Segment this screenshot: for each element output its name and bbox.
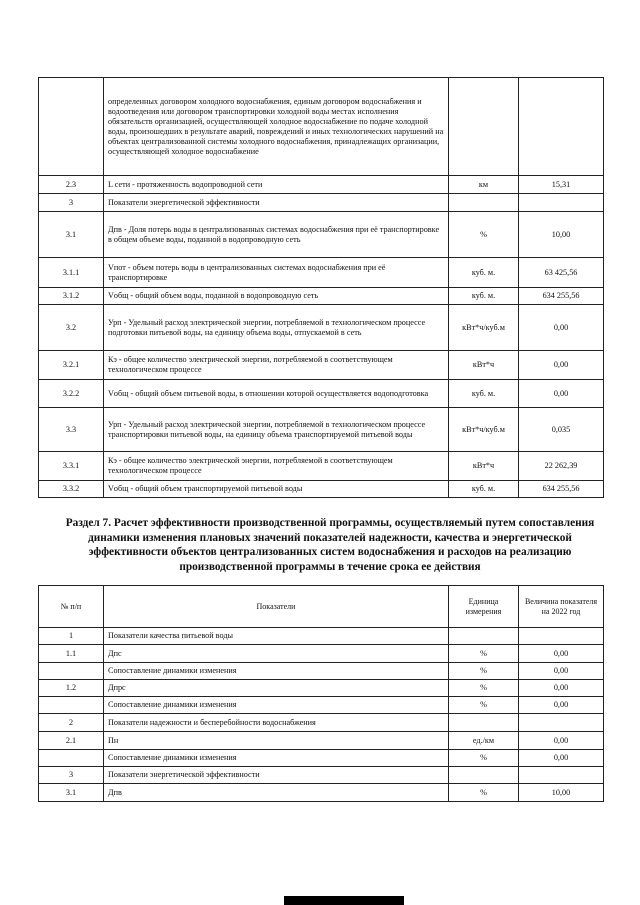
row-number: 2 bbox=[39, 714, 104, 732]
row-indicator: Показатели качества питьевой воды bbox=[104, 628, 449, 645]
row-indicator: определенных договором холодного водоснабжения, единым договором водоснабжения и водоотведения или договором транспортировки холодной воды местах исполнения обязательств организацией, осуществляющей холодное водоснабжение по подаче холодной воды, произошедших в результате аварий, повреждений и иных технологических нарушений на объектах централизованной системы холодного водоснабжения, принадлежащих организации, осуществляющей холодное водоснабжение bbox=[104, 78, 449, 176]
row-value: 0,00 bbox=[519, 645, 604, 663]
table-row bbox=[39, 408, 604, 452]
row-indicator: Кэ - общее количество электрической энергии, потребляемой в соответствующем технологическом процессе bbox=[104, 351, 449, 380]
table-row bbox=[39, 714, 604, 732]
table-row bbox=[39, 351, 604, 380]
row-indicator: Дпв bbox=[104, 784, 449, 802]
row-unit: % bbox=[449, 784, 519, 802]
table-row bbox=[39, 628, 604, 645]
header-unit: Единица измерения bbox=[449, 586, 519, 628]
row-number bbox=[39, 78, 104, 176]
row-number: 1.1 bbox=[39, 645, 104, 663]
row-unit: куб. м. bbox=[449, 481, 519, 498]
table-row bbox=[39, 176, 604, 194]
header-value: Величина показателя на 2022 год bbox=[519, 586, 604, 628]
row-indicator: Vобщ - общий объем воды, поданной в водопроводную сеть bbox=[104, 288, 449, 305]
row-number: 3.2.1 bbox=[39, 351, 104, 380]
row-unit: % bbox=[449, 663, 519, 680]
row-unit: куб. м. bbox=[449, 380, 519, 408]
row-number bbox=[39, 750, 104, 767]
row-value: 22 262,39 bbox=[519, 452, 604, 481]
table-row bbox=[39, 380, 604, 408]
row-value bbox=[519, 714, 604, 732]
row-value: 63 425,56 bbox=[519, 258, 604, 288]
row-number: 1 bbox=[39, 628, 104, 645]
row-number: 3 bbox=[39, 194, 104, 212]
row-value: 0,00 bbox=[519, 380, 604, 408]
row-value: 0,00 bbox=[519, 663, 604, 680]
row-unit: кВт*ч/куб.м bbox=[449, 408, 519, 452]
row-number: 3.2.2 bbox=[39, 380, 104, 408]
row-unit: куб. м. bbox=[449, 258, 519, 288]
row-unit bbox=[449, 628, 519, 645]
row-indicator: Vпот - объем потерь воды в централизованных системах водоснабжения при её транспортировке bbox=[104, 258, 449, 288]
table-row bbox=[39, 645, 604, 663]
row-number bbox=[39, 663, 104, 680]
table-row bbox=[39, 663, 604, 680]
row-unit: куб. м. bbox=[449, 288, 519, 305]
row-value: 0,00 bbox=[519, 697, 604, 714]
table-row bbox=[39, 194, 604, 212]
row-indicator: Показатели энергетической эффективности bbox=[104, 767, 449, 784]
table-row bbox=[39, 288, 604, 305]
row-indicator: Vобщ - общий объем питьевой воды, в отношении которой осуществляется водоподготовка bbox=[104, 380, 449, 408]
table-row bbox=[39, 750, 604, 767]
row-number: 3.3.2 bbox=[39, 481, 104, 498]
row-unit: км bbox=[449, 176, 519, 194]
row-indicator: Сопоставление динамики изменения bbox=[104, 750, 449, 767]
table-row bbox=[39, 697, 604, 714]
row-unit: % bbox=[449, 697, 519, 714]
row-value bbox=[519, 194, 604, 212]
row-value: 634 255,56 bbox=[519, 481, 604, 498]
row-value bbox=[519, 767, 604, 784]
row-number: 1.2 bbox=[39, 680, 104, 697]
row-unit bbox=[449, 767, 519, 784]
row-number: 3.1.2 bbox=[39, 288, 104, 305]
row-unit bbox=[449, 714, 519, 732]
row-value: 0,00 bbox=[519, 732, 604, 750]
row-unit: ед./км bbox=[449, 732, 519, 750]
row-number: 3.3.1 bbox=[39, 452, 104, 481]
header-num: № п/п bbox=[39, 586, 104, 628]
table-row bbox=[39, 258, 604, 288]
table-row bbox=[39, 305, 604, 351]
table-row bbox=[39, 78, 604, 176]
row-number: 3.3 bbox=[39, 408, 104, 452]
row-indicator: Урп - Удельный расход электрической энергии, потребляемой в технологическом процессе подготовки питьевой воды, на единицу объема воды, отпускаемой в сеть bbox=[104, 305, 449, 351]
row-indicator: Сопоставление динамики изменения bbox=[104, 663, 449, 680]
row-unit bbox=[449, 194, 519, 212]
row-value: 0,035 bbox=[519, 408, 604, 452]
table-row bbox=[39, 452, 604, 481]
row-unit: % bbox=[449, 680, 519, 697]
row-indicator: Vобщ - общий объем транспортируемой питьевой воды bbox=[104, 481, 449, 498]
row-indicator: Пн bbox=[104, 732, 449, 750]
table-row bbox=[39, 732, 604, 750]
row-indicator: Дпв - Доля потерь воды в централизованных системах водоснабжения при её транспортировке в общем объеме воды, поданной в водопроводную сеть bbox=[104, 212, 449, 258]
table-row bbox=[39, 784, 604, 802]
table-row bbox=[39, 481, 604, 498]
row-value bbox=[519, 628, 604, 645]
row-number: 3.2 bbox=[39, 305, 104, 351]
table-row bbox=[39, 767, 604, 784]
table-row bbox=[39, 212, 604, 258]
section-7-heading: Раздел 7. Расчет эффективности производственной программы, осуществляемый путем сопоставления динамики изменения плановых значений показателей надежности, качества и энергетической эффективности объектов централизованных систем водоснабжения и расходов на реализацию производственной программы в течение срока ее действия bbox=[65, 517, 595, 573]
row-value: 0,00 bbox=[519, 680, 604, 697]
table-row bbox=[39, 680, 604, 697]
row-value: 15,31 bbox=[519, 176, 604, 194]
row-value: 634 255,56 bbox=[519, 288, 604, 305]
row-indicator: Показатели энергетической эффективности bbox=[104, 194, 449, 212]
row-value: 10,00 bbox=[519, 784, 604, 802]
row-indicator: Сопоставление динамики изменения bbox=[104, 697, 449, 714]
row-value: 10,00 bbox=[519, 212, 604, 258]
row-indicator: Кэ - общее количество электрической энергии, потребляемой в соответствующем технологическом процессе bbox=[104, 452, 449, 481]
row-indicator: Дпрс bbox=[104, 680, 449, 697]
header-indicator: Показатели bbox=[104, 586, 449, 628]
row-unit: кВт*ч bbox=[449, 351, 519, 380]
scan-edge-mark bbox=[284, 896, 404, 905]
row-unit: кВт*ч/куб.м bbox=[449, 305, 519, 351]
row-unit: кВт*ч bbox=[449, 452, 519, 481]
row-unit: % bbox=[449, 750, 519, 767]
row-value bbox=[519, 78, 604, 176]
row-unit: % bbox=[449, 212, 519, 258]
row-number bbox=[39, 697, 104, 714]
row-value: 0,00 bbox=[519, 351, 604, 380]
row-number: 2.3 bbox=[39, 176, 104, 194]
row-indicator: Показатели надежности и бесперебойности водоснабжения bbox=[104, 714, 449, 732]
efficiency-table bbox=[38, 585, 604, 802]
row-number: 3.1.1 bbox=[39, 258, 104, 288]
row-unit: % bbox=[449, 645, 519, 663]
row-unit bbox=[449, 78, 519, 176]
indicators-table-continued bbox=[38, 77, 604, 498]
table-header-row bbox=[39, 586, 604, 628]
row-number: 3.1 bbox=[39, 784, 104, 802]
row-indicator: L сети - протяженность водопроводной сети bbox=[104, 176, 449, 194]
row-indicator: Дпс bbox=[104, 645, 449, 663]
row-number: 2.1 bbox=[39, 732, 104, 750]
row-number: 3 bbox=[39, 767, 104, 784]
row-value: 0,00 bbox=[519, 750, 604, 767]
row-indicator: Урп - Удельный расход электрической энергии, потребляемой в технологическом процессе транспортировки питьевой воды, на единицу объема транспортируемой питьевой воды bbox=[104, 408, 449, 452]
row-number: 3.1 bbox=[39, 212, 104, 258]
row-value: 0,00 bbox=[519, 305, 604, 351]
